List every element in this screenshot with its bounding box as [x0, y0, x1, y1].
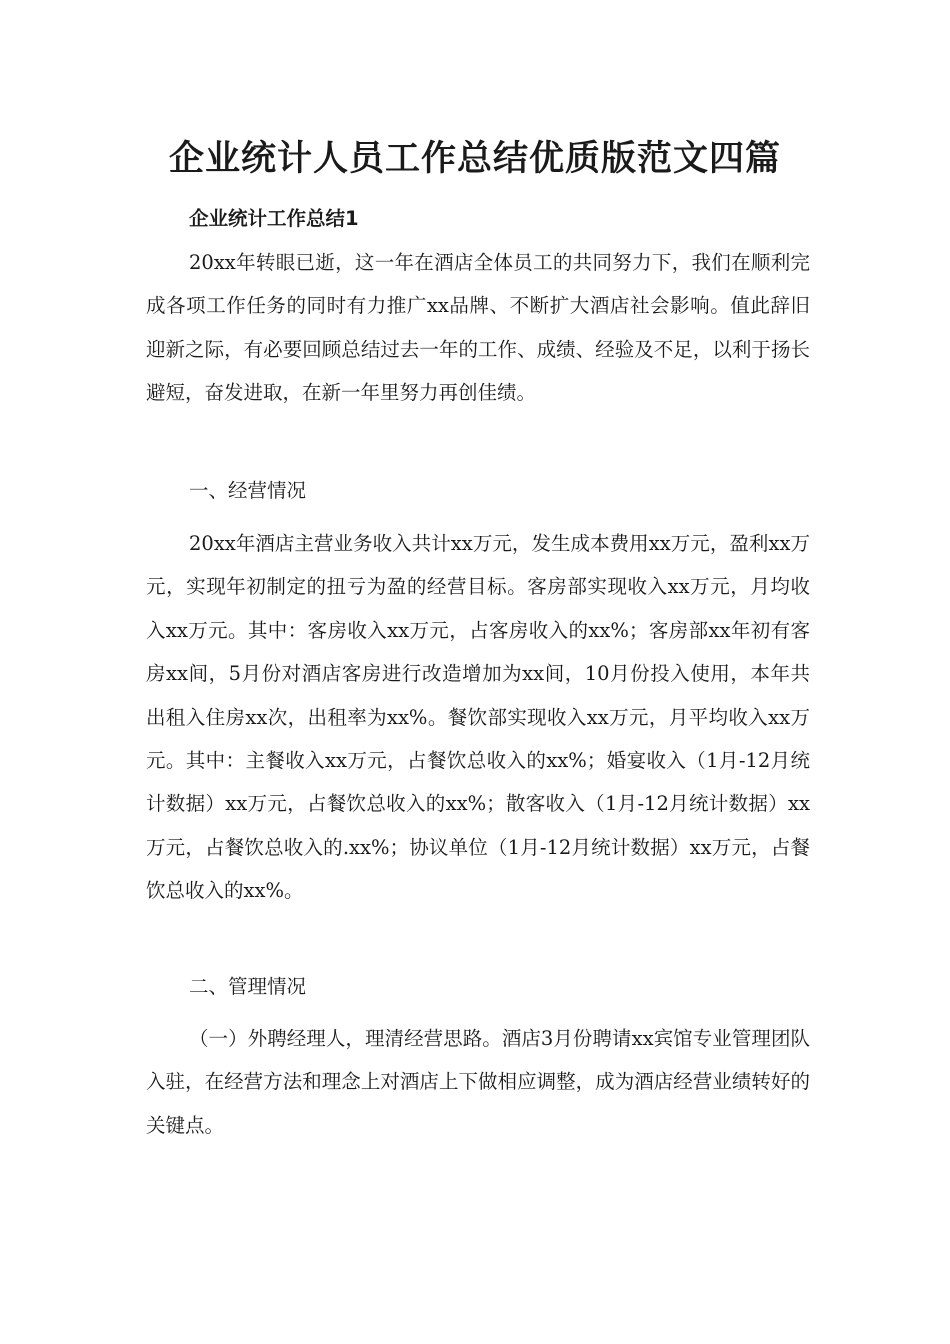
intro-paragraph: 20xx年转眼已逝，这一年在酒店全体员工的共同努力下，我们在顺利完成各项工作任务的同时有力推广xx品牌、不断扩大酒店社会影响。值此辞旧迎新之际，有必要回顾总结过去一年的工作、成绩、经验及不足，以利于扬长避短，奋发进取，在新一年里努力再创佳绩。: [146, 251, 810, 405]
document-subtitle: 企业统计工作总结1: [189, 207, 359, 230]
section-heading-operations: 一、经营情况: [189, 479, 307, 502]
document-title: 企业统计人员工作总结优质版范文四篇: [168, 139, 781, 179]
section-heading-management: 二、管理情况: [189, 975, 307, 998]
operations-paragraph: 20xx年酒店主营业务收入共计xx万元，发生成本费用xx万元，盈利xx万元，实现年初制定的扭亏为盈的经营目标。客房部实现收入xx万元，月均收入xx万元。其中：客房收入xx万元，占客房收入的xx%；客房部xx年初有客房xx间，5月份对酒店客房进行改造增加为xx间，10月份投入使用，本年共出租入住房xx次，出租率为xx%。餐饮部实现收入xx万元，月平均收入xx万元。其中：主餐收入xx万元，占餐饮总收入的xx%；婚宴收入（1月-12月统计数据）xx万元，占餐饮总收入的xx%；散客收入（1月-12月统计数据）xx万元，占餐饮总收入的.xx%；协议单位（1月-12月统计数据）xx万元，占餐饮总收入的xx%。: [146, 532, 810, 903]
management-paragraph-1: （一）外聘经理人，理清经营思路。酒店3月份聘请xx宾馆专业管理团队入驻，在经营方法和理念上对酒店上下做相应调整，成为酒店经营业绩转好的关键点。: [146, 1027, 810, 1137]
